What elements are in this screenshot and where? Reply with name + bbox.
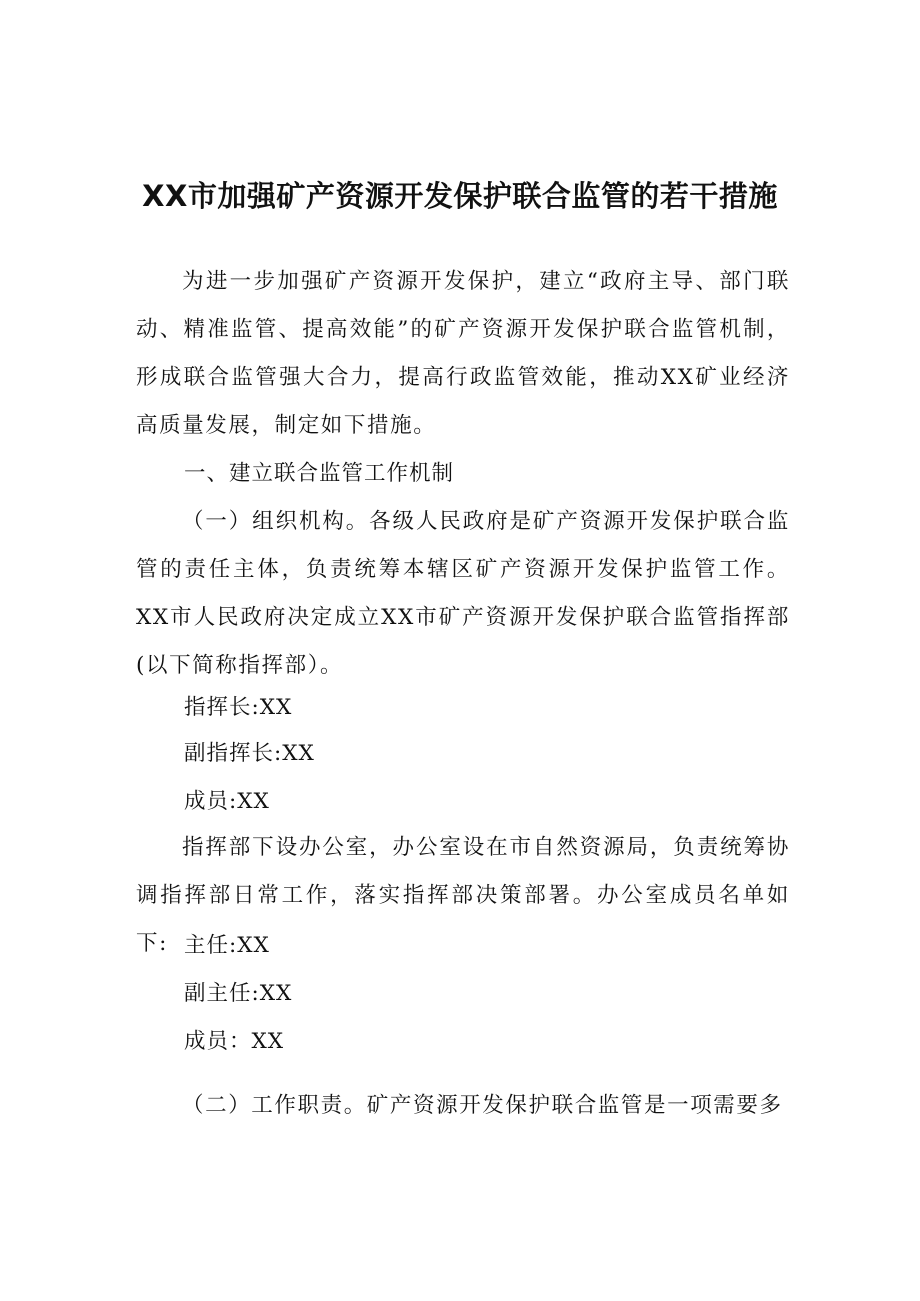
office-paragraph: 指挥部下设办公室，办公室设在市自然资源局，负责统筹协调指挥部日常工作，落实指挥部决策部署。办公室成员名单如下:: [136, 835, 790, 956]
commander-line: 指挥长:XX: [184, 695, 293, 720]
intro-paragraph: 为进一步加强矿产资源开发保护，建立“政府主导、部门联动、精准监管、提高效能”的矿产资源开发保护联合监管机制，形成联合监管强大合力，提高行政监管效能，推动XX矿业经济高质量发展，制定如下措施。: [136, 269, 790, 438]
director-line: 主任:XX: [184, 933, 270, 958]
section-1-heading: 一、建立联合监管工作机制: [184, 461, 455, 486]
members-line-2: 成员：XX: [184, 1029, 285, 1054]
subsection-1-paragraph: （一）组织机构。各级人民政府是矿产资源开发保护联合监管的责任主体，负责统筹本辖区矿产资源开发保护监管工作。XX市人民政府决定成立XX市矿产资源开发保护联合监管指挥部(以下简称指挥部）。: [136, 509, 790, 678]
document-title: XX市加强矿产资源开发保护联合监管的若干措施: [142, 179, 778, 213]
members-line-1: 成员:XX: [184, 789, 270, 814]
deputy-director-line: 副主任:XX: [184, 981, 293, 1006]
subsection-2-paragraph: （二）工作职责。矿产资源开发保护联合监管是一项需要多: [182, 1093, 783, 1118]
deputy-commander-line: 副指挥长:XX: [184, 741, 315, 766]
